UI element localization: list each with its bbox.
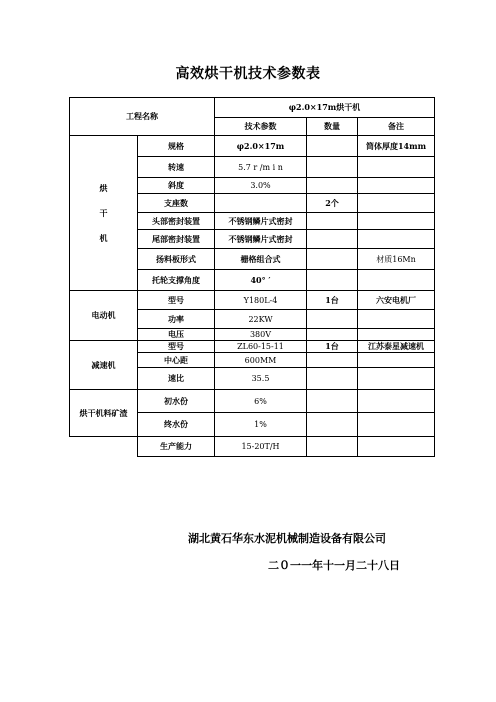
row-label: 终水份 <box>138 413 215 437</box>
row-qty <box>307 157 358 178</box>
table-row <box>70 390 435 413</box>
row-label: 托轮支撑角度 <box>138 270 215 291</box>
row-note <box>358 157 435 178</box>
row-note <box>358 413 435 437</box>
row-label: 功率 <box>138 310 215 329</box>
dryer-group-cell <box>70 136 138 291</box>
machine-header: φ2.0×17m烘干机 <box>215 98 435 118</box>
row-note: 材质16Mn <box>358 249 435 270</box>
row-label: 生产能力 <box>138 437 215 457</box>
reducer-group-cell: 减速机 <box>70 341 138 390</box>
row-value: 1% <box>215 413 307 437</box>
row-note: 六安电机厂 <box>358 291 435 310</box>
row-label: 斜度 <box>138 178 215 194</box>
table-row <box>70 291 435 310</box>
table-row <box>70 136 435 157</box>
row-note <box>358 230 435 249</box>
table-row <box>70 437 435 457</box>
row-label: 规格 <box>138 136 215 157</box>
row-qty: 1台 <box>307 291 358 310</box>
row-label: 电压 <box>138 329 215 341</box>
row-qty <box>307 329 358 341</box>
row-note <box>358 270 435 291</box>
row-label: 初水份 <box>138 390 215 413</box>
row-value: 3.0% <box>215 178 307 194</box>
row-qty <box>307 413 358 437</box>
row-value: 6% <box>215 390 307 413</box>
row-value: 380V <box>215 329 307 341</box>
row-qty <box>307 368 358 390</box>
row-qty <box>307 310 358 329</box>
row-value: 15-20T/H <box>215 437 307 457</box>
table-row <box>70 341 435 353</box>
row-note: 江苏泰星减速机 <box>358 341 435 353</box>
row-note <box>358 353 435 368</box>
company-name: 湖北黄石华东水泥机械制造设备有限公司 <box>188 532 386 545</box>
empty-group-cell <box>70 437 138 457</box>
dryer-char-1: 烘 <box>99 182 108 193</box>
row-note <box>358 368 435 390</box>
row-note <box>358 390 435 413</box>
remarks-header: 备注 <box>358 118 435 136</box>
row-value: 不锈钢鳞片式密封 <box>215 213 307 230</box>
row-value: ZL60-15-11 <box>215 341 307 353</box>
row-value: Y180L-4 <box>215 291 307 310</box>
motor-group-cell: 电动机 <box>70 291 138 341</box>
dryer-char-3: 机 <box>99 232 108 243</box>
row-value: 5.7 r /m i n <box>215 157 307 178</box>
row-value: 栅格组合式 <box>215 249 307 270</box>
parameter-table <box>69 97 435 457</box>
row-note <box>358 329 435 341</box>
row-value: 40° ′ <box>215 270 307 291</box>
row-note <box>358 310 435 329</box>
row-note <box>358 213 435 230</box>
row-qty <box>307 213 358 230</box>
row-value: 35.5 <box>215 368 307 390</box>
row-note <box>358 437 435 457</box>
row-qty: 1台 <box>307 341 358 353</box>
row-qty <box>307 178 358 194</box>
row-label: 型号 <box>138 291 215 310</box>
project-name-header: 工程名称 <box>70 98 215 136</box>
row-qty <box>307 136 358 157</box>
document-date: 二０一一年十一月二十八日 <box>268 559 400 572</box>
row-label: 中心距 <box>138 353 215 368</box>
row-label: 转速 <box>138 157 215 178</box>
dryer-char-2: 干 <box>99 207 108 218</box>
row-qty <box>307 230 358 249</box>
row-label: 扬料板形式 <box>138 249 215 270</box>
material-group-cell: 烘干机料矿渣 <box>70 390 138 437</box>
row-value <box>215 194 307 213</box>
row-label: 尾部密封装置 <box>138 230 215 249</box>
row-qty <box>307 437 358 457</box>
row-note <box>358 194 435 213</box>
row-qty <box>307 270 358 291</box>
row-value: 600MM <box>215 353 307 368</box>
tech-params-header: 技术参数 <box>215 118 307 136</box>
row-note: 筒体厚度14mm <box>358 136 435 157</box>
row-label: 速比 <box>138 368 215 390</box>
row-qty: 2个 <box>307 194 358 213</box>
row-qty <box>307 249 358 270</box>
row-value: 22KW <box>215 310 307 329</box>
row-label: 型号 <box>138 341 215 353</box>
header-row-1 <box>70 98 435 118</box>
document-title: 高效烘干机技术参数表 <box>175 66 321 82</box>
row-label: 支座数 <box>138 194 215 213</box>
row-value: 不锈钢鳞片式密封 <box>215 230 307 249</box>
row-qty <box>307 390 358 413</box>
row-label: 头部密封装置 <box>138 213 215 230</box>
row-qty <box>307 353 358 368</box>
row-value: φ2.0×17m <box>215 136 307 157</box>
row-note <box>358 178 435 194</box>
quantity-header: 数量 <box>307 118 358 136</box>
